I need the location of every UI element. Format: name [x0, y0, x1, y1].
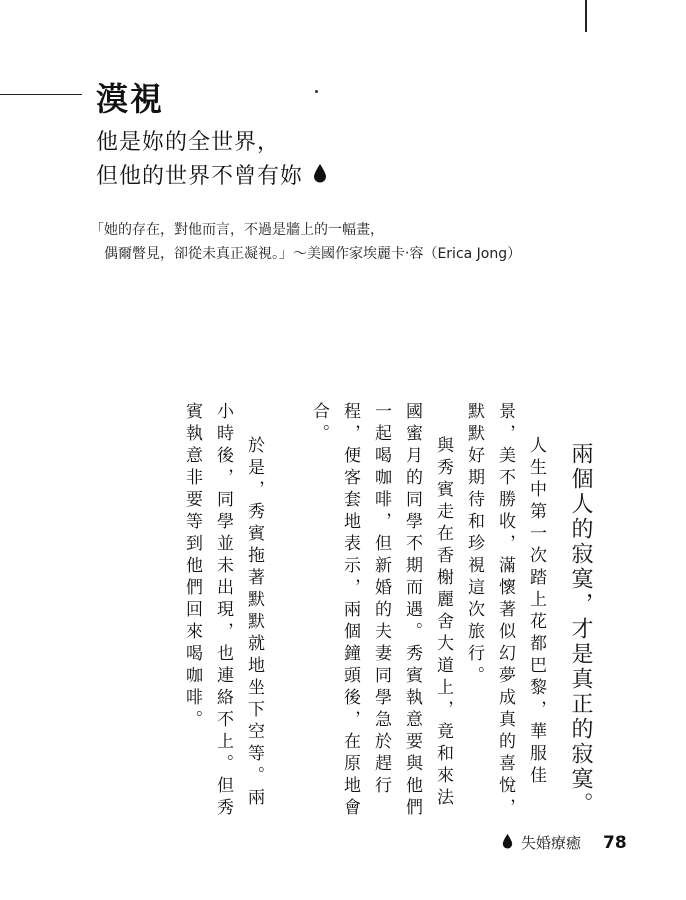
- footer-section-label: 失婚療癒: [521, 834, 582, 852]
- body-paragraph-2: 與秀賓走在香榭麗舍大道上，竟和來法國蜜月的同學不期而遇。秀賓執意要與他們一起喝咖啡，但新婚的夫妻同學急於趕行程，便客套地表示，兩個鐘頭後，在原地會合。: [309, 402, 453, 820]
- epigraph-quote: [90, 218, 521, 266]
- subtitle-line-1: 他是妳的全世界，: [96, 130, 281, 155]
- title-rule: [0, 94, 82, 95]
- drop-icon: [313, 160, 327, 194]
- subtitle: [96, 126, 327, 194]
- body-heading: 兩個人的寂寞，才是真正的寂寞。: [568, 442, 593, 817]
- quote-line-2: 偶爾瞥見，卻從未真正凝視。」～美國作家埃麗卡‧容（Erica Jong）: [104, 246, 522, 262]
- page-footer: [502, 832, 627, 853]
- top-edge-mark: [585, 0, 587, 32]
- subtitle-line-2-text: 但他的世界不曾有妳: [96, 164, 304, 189]
- speck-dot: [315, 90, 318, 93]
- footer-drop-icon: [502, 833, 513, 853]
- vertical-body-text: [164, 402, 596, 822]
- page-title: 漠視: [96, 80, 165, 118]
- subtitle-line-2: [96, 160, 327, 194]
- quote-line-1: 「她的存在，對他而言，不過是牆上的一幅畫，: [90, 222, 384, 238]
- body-paragraph-1: 人生中第一次踏上花都巴黎，華服佳景，美不勝收，滿懷著似幻夢成真的喜悅，默默好期待和珍視這次旅行。: [464, 402, 546, 820]
- body-paragraph-3: 於是，秀賓拖著默默就地坐下空等。兩小時後，同學並未出現，也連絡不上。但秀賓執意非要等到他們回來喝咖啡。: [182, 402, 264, 820]
- page-number: 78: [603, 832, 627, 853]
